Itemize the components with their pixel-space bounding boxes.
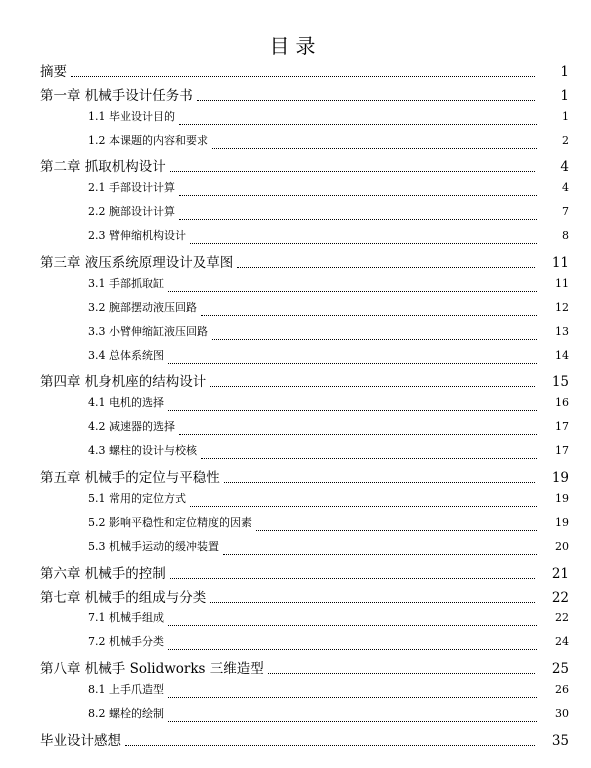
toc-section-entry[interactable] <box>88 681 569 703</box>
toc-page-number: 19 <box>555 492 569 505</box>
toc-page-number: 25 <box>551 661 569 677</box>
toc-dot-leader <box>179 195 537 196</box>
toc-page-number: 7 <box>562 205 569 218</box>
toc-dot-leader <box>237 267 535 268</box>
toc-section-entry[interactable] <box>88 394 569 416</box>
toc-dot-leader <box>168 697 537 698</box>
toc-entry-label: 7.2 机械手分类 <box>88 635 164 648</box>
toc-entry-label: 第一章 机械手设计任务书 <box>40 88 193 104</box>
toc-section-entry[interactable] <box>88 609 569 631</box>
toc-dot-leader <box>190 243 537 244</box>
toc-section-entry[interactable] <box>88 633 569 655</box>
toc-dot-leader <box>125 745 535 746</box>
toc-dot-leader <box>212 339 537 340</box>
toc-section-entry[interactable] <box>88 275 569 297</box>
toc-dot-leader <box>179 219 537 220</box>
toc-chapter-entry[interactable] <box>40 657 569 679</box>
toc-entry-label: 1.2 本课题的内容和要求 <box>88 134 208 147</box>
toc-section-entry[interactable] <box>88 299 569 321</box>
toc-page-number: 13 <box>555 325 569 338</box>
toc-entry-label: 第二章 抓取机构设计 <box>40 159 166 175</box>
toc-dot-leader <box>201 458 537 459</box>
toc-section-entry[interactable] <box>88 227 569 249</box>
toc-dot-leader <box>256 530 537 531</box>
toc-dot-leader <box>168 721 537 722</box>
toc-entry-label: 7.1 机械手组成 <box>88 611 164 624</box>
toc-page-number: 11 <box>555 277 569 290</box>
toc-page-number: 8 <box>562 229 569 242</box>
toc-entry-label: 第三章 液压系统原理设计及草图 <box>40 255 234 271</box>
toc-entry-label: 2.3 臂伸缩机构设计 <box>88 229 186 242</box>
toc-page-number: 24 <box>555 635 569 648</box>
toc-entry-label: 2.1 手部设计计算 <box>88 181 175 194</box>
toc-chapter-entry[interactable] <box>40 251 569 273</box>
toc-entry-label: 摘要 <box>40 64 67 80</box>
toc-page-number: 4 <box>562 181 569 194</box>
toc-page-number: 22 <box>551 590 569 606</box>
toc-chapter-entry[interactable] <box>40 60 569 82</box>
toc-page-number: 11 <box>551 255 569 271</box>
toc-page-number: 1 <box>560 88 569 104</box>
toc-dot-leader <box>179 434 537 435</box>
toc-chapter-entry[interactable] <box>40 84 569 106</box>
toc-dot-leader <box>179 124 537 125</box>
toc-dot-leader <box>268 673 535 674</box>
toc-section-entry[interactable] <box>88 132 569 154</box>
toc-chapter-entry[interactable] <box>40 466 569 488</box>
toc-page-number: 2 <box>562 134 569 147</box>
toc-entry-label: 第六章 机械手的控制 <box>40 566 166 582</box>
toc-section-entry[interactable] <box>88 514 569 536</box>
toc-entry-label: 第四章 机身机座的结构设计 <box>40 374 207 390</box>
toc-dot-leader <box>212 148 537 149</box>
toc-entry-label: 5.1 常用的定位方式 <box>88 492 186 505</box>
toc-entry-label: 3.4 总体系统图 <box>88 349 164 362</box>
toc-entry-label: 3.3 小臂伸缩缸液压回路 <box>88 325 208 338</box>
toc-dot-leader <box>210 386 535 387</box>
toc-page-number: 12 <box>555 301 569 314</box>
toc-entry-label: 2.2 腕部设计计算 <box>88 205 175 218</box>
toc-page-number: 15 <box>551 374 569 390</box>
toc-page-number: 1 <box>562 110 569 123</box>
toc-entry-label: 4.2 减速器的选择 <box>88 420 175 433</box>
toc-entry-label: 毕业设计感想 <box>40 733 121 749</box>
toc-dot-leader <box>210 602 535 603</box>
toc-chapter-entry[interactable] <box>40 586 569 608</box>
toc-dot-leader <box>224 482 535 483</box>
toc-page-number: 30 <box>555 707 569 720</box>
toc-entry-label: 8.2 螺栓的绘制 <box>88 707 164 720</box>
toc-section-entry[interactable] <box>88 203 569 225</box>
toc-page-number: 16 <box>555 396 569 409</box>
toc-dot-leader <box>170 171 535 172</box>
toc-title: 目录 <box>269 34 322 58</box>
toc-chapter-entry[interactable] <box>40 370 569 392</box>
toc-page-number: 19 <box>551 470 569 486</box>
toc-dot-leader <box>170 578 535 579</box>
toc-dot-leader <box>71 76 535 77</box>
toc-entry-label: 5.3 机械手运动的缓冲装置 <box>88 540 219 553</box>
toc-dot-leader <box>223 554 537 555</box>
toc-entry-label: 第五章 机械手的定位与平稳性 <box>40 470 220 486</box>
toc-entry-label: 第七章 机械手的组成与分类 <box>40 590 207 606</box>
toc-page-number: 14 <box>555 349 569 362</box>
toc-page-number: 26 <box>555 683 569 696</box>
toc-page-number: 21 <box>551 566 569 582</box>
toc-dot-leader <box>168 363 537 364</box>
toc-dot-leader <box>197 100 535 101</box>
toc-section-entry[interactable] <box>88 490 569 512</box>
toc-page-number: 19 <box>555 516 569 529</box>
toc-page-number: 17 <box>555 420 569 433</box>
toc-section-entry[interactable] <box>88 442 569 464</box>
toc-dot-leader <box>168 291 537 292</box>
toc-chapter-entry[interactable] <box>40 155 569 177</box>
toc-page-number: 20 <box>555 540 569 553</box>
toc-entry-label: 5.2 影响平稳性和定位精度的因素 <box>88 516 252 529</box>
toc-section-entry[interactable] <box>88 347 569 369</box>
toc-section-entry[interactable] <box>88 538 569 560</box>
toc-page-number: 17 <box>555 444 569 457</box>
toc-section-entry[interactable] <box>88 323 569 345</box>
toc-dot-leader <box>168 410 537 411</box>
toc-dot-leader <box>168 625 537 626</box>
toc-chapter-entry[interactable] <box>40 562 569 584</box>
toc-entry-label: 4.3 螺柱的设计与校核 <box>88 444 197 457</box>
toc-entry-label: 4.1 电机的选择 <box>88 396 164 409</box>
toc-entry-label: 3.1 手部抓取缸 <box>88 277 164 290</box>
toc-section-entry[interactable] <box>88 108 569 130</box>
toc-entry-label: 3.2 腕部摆动液压回路 <box>88 301 197 314</box>
toc-dot-leader <box>168 649 537 650</box>
toc-page-number: 1 <box>560 64 569 80</box>
toc-chapter-entry[interactable] <box>40 729 569 751</box>
toc-section-entry[interactable] <box>88 418 569 440</box>
toc-entry-label: 第八章 机械手 Solidworks 三维造型 <box>40 661 264 677</box>
toc-page-number: 22 <box>555 611 569 624</box>
toc-section-entry[interactable] <box>88 705 569 727</box>
toc-entry-label: 8.1 上手爪造型 <box>88 683 164 696</box>
toc-page-number: 35 <box>551 733 569 749</box>
toc-dot-leader <box>190 506 537 507</box>
toc-page-number: 4 <box>560 159 569 175</box>
toc-section-entry[interactable] <box>88 179 569 201</box>
toc-entry-label: 1.1 毕业设计目的 <box>88 110 175 123</box>
toc-dot-leader <box>201 315 537 316</box>
